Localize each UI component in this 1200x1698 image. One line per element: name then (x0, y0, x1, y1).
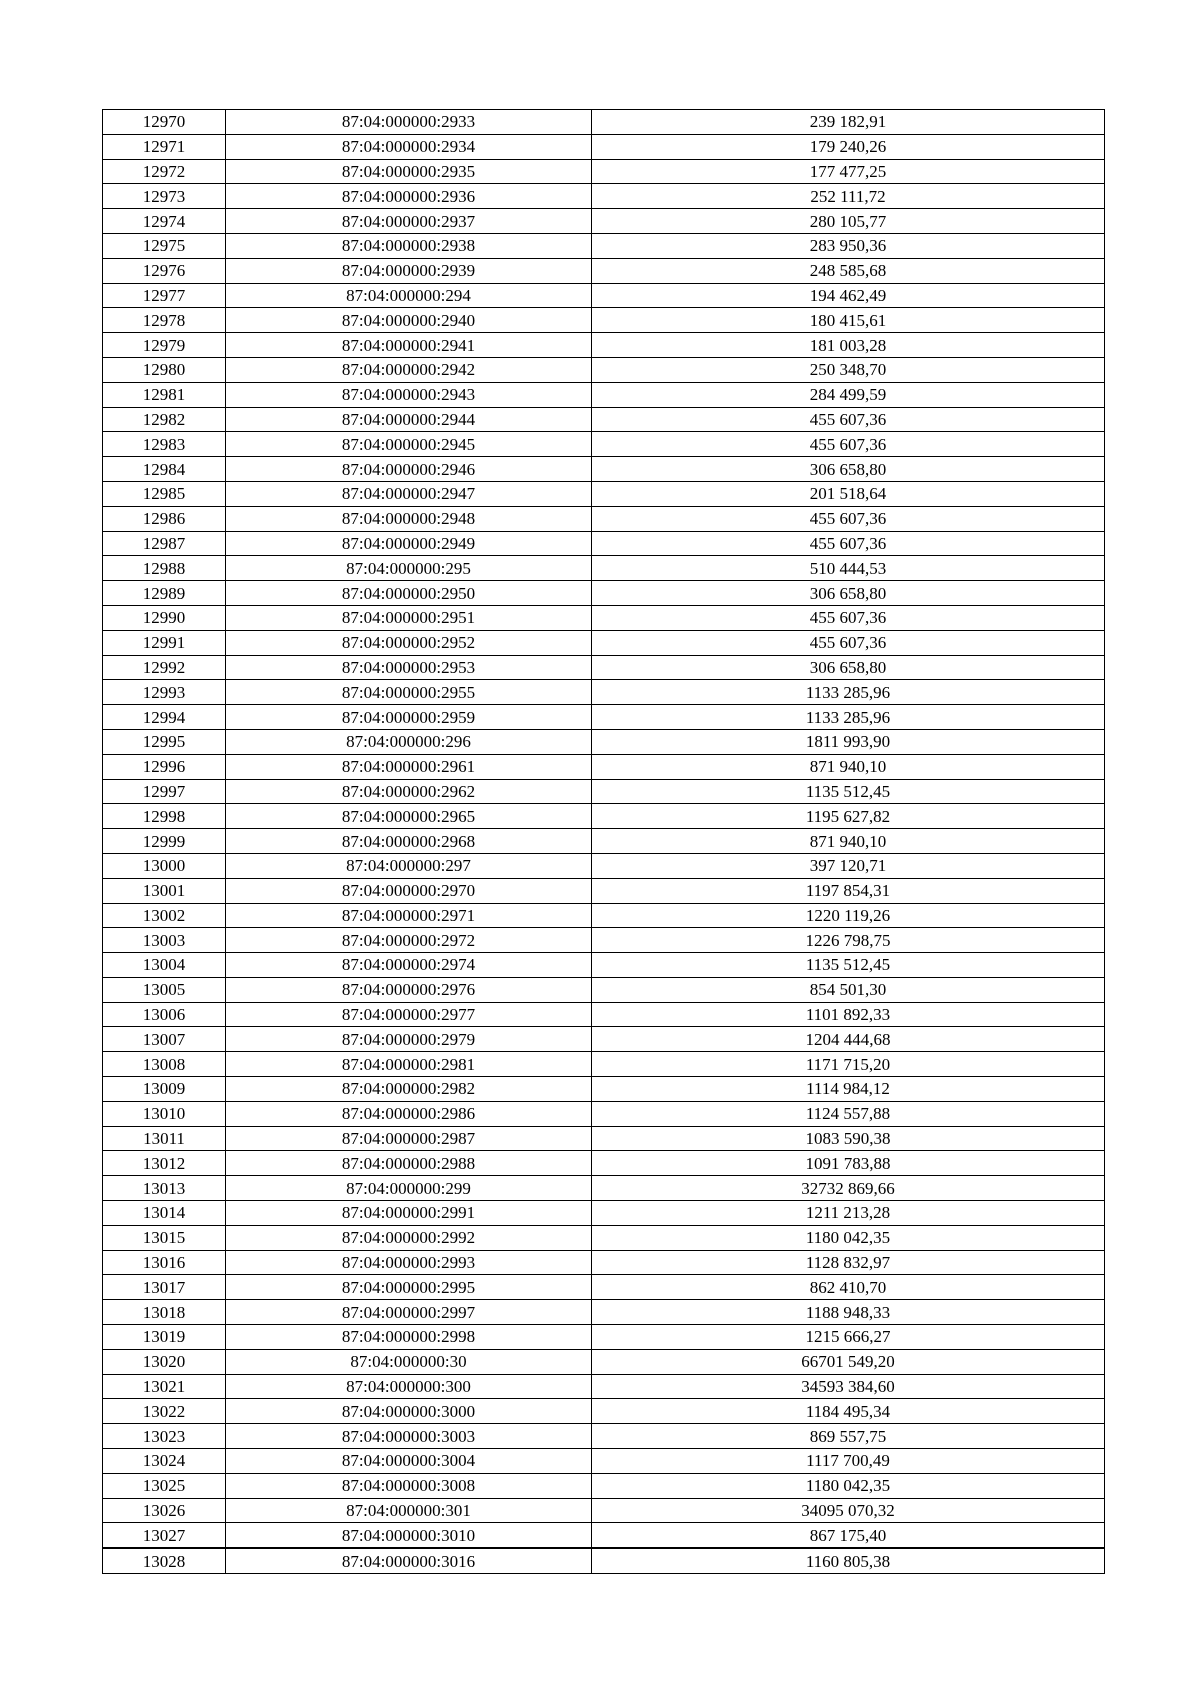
table-row (103, 878, 1105, 903)
cadastral-number-cell: 87:04:000000:2940 (226, 308, 592, 333)
cadastral-number-cell: 87:04:000000:2991 (226, 1201, 592, 1226)
row-number-cell: 12992 (103, 655, 226, 680)
cadastral-number-cell: 87:04:000000:2971 (226, 903, 592, 928)
row-number-cell: 13003 (103, 928, 226, 953)
row-number-cell: 12970 (103, 110, 226, 135)
cadastral-number-cell: 87:04:000000:2952 (226, 630, 592, 655)
row-number-cell: 13018 (103, 1300, 226, 1325)
row-number-cell: 12997 (103, 779, 226, 804)
row-number-cell: 12980 (103, 357, 226, 382)
table-row (103, 680, 1105, 705)
table-row (103, 1002, 1105, 1027)
row-number-cell: 13011 (103, 1126, 226, 1151)
row-number-cell: 12971 (103, 134, 226, 159)
table-row (103, 1449, 1105, 1474)
cadastral-number-cell: 87:04:000000:3010 (226, 1523, 592, 1548)
cadastral-value-cell: 869 557,75 (592, 1424, 1105, 1449)
table-row (103, 1151, 1105, 1176)
table-row (103, 1523, 1105, 1548)
cadastral-number-cell: 87:04:000000:2965 (226, 804, 592, 829)
cadastral-value-cell: 854 501,30 (592, 977, 1105, 1002)
cadastral-number-cell: 87:04:000000:2987 (226, 1126, 592, 1151)
table-row (103, 1201, 1105, 1226)
table-row (103, 531, 1105, 556)
table-row (103, 581, 1105, 606)
table-row (103, 779, 1105, 804)
table-row (103, 457, 1105, 482)
row-number-cell: 12989 (103, 581, 226, 606)
table-row (103, 1548, 1105, 1573)
cadastral-value-cell: 1091 783,88 (592, 1151, 1105, 1176)
cadastral-value-cell: 179 240,26 (592, 134, 1105, 159)
table-row (103, 1325, 1105, 1350)
cadastral-value-cell: 1117 700,49 (592, 1449, 1105, 1474)
cadastral-value-cell: 1811 993,90 (592, 729, 1105, 754)
row-number-cell: 13009 (103, 1077, 226, 1102)
cadastral-number-cell: 87:04:000000:2949 (226, 531, 592, 556)
cadastral-value-cell: 1128 832,97 (592, 1250, 1105, 1275)
cadastral-value-cell: 1220 119,26 (592, 903, 1105, 928)
row-number-cell: 12975 (103, 233, 226, 258)
cadastral-value-cell: 1184 495,34 (592, 1399, 1105, 1424)
row-number-cell: 13012 (103, 1151, 226, 1176)
cadastral-value-cell: 180 415,61 (592, 308, 1105, 333)
cadastral-value-cell: 455 607,36 (592, 605, 1105, 630)
table-row (103, 1027, 1105, 1052)
row-number-cell: 12995 (103, 729, 226, 754)
cadastral-number-cell: 87:04:000000:2988 (226, 1151, 592, 1176)
row-number-cell: 13001 (103, 878, 226, 903)
cadastral-number-cell: 87:04:000000:3004 (226, 1449, 592, 1474)
cadastral-number-cell: 87:04:000000:2977 (226, 1002, 592, 1027)
row-number-cell: 13000 (103, 853, 226, 878)
table-row (103, 1275, 1105, 1300)
cadastral-number-cell: 87:04:000000:3000 (226, 1399, 592, 1424)
table-row (103, 705, 1105, 730)
row-number-cell: 12986 (103, 506, 226, 531)
cadastral-number-cell: 87:04:000000:2976 (226, 977, 592, 1002)
table-row (103, 804, 1105, 829)
cadastral-number-cell: 87:04:000000:2951 (226, 605, 592, 630)
cadastral-value-cell: 1135 512,45 (592, 953, 1105, 978)
row-number-cell: 12972 (103, 159, 226, 184)
row-number-cell: 12978 (103, 308, 226, 333)
table-row (103, 308, 1105, 333)
cadastral-number-cell: 87:04:000000:297 (226, 853, 592, 878)
cadastral-number-cell: 87:04:000000:2993 (226, 1250, 592, 1275)
table-row (103, 333, 1105, 358)
cadastral-number-cell: 87:04:000000:2992 (226, 1225, 592, 1250)
cadastral-value-cell: 455 607,36 (592, 407, 1105, 432)
table-row (103, 258, 1105, 283)
cadastral-number-cell: 87:04:000000:2974 (226, 953, 592, 978)
row-number-cell: 13014 (103, 1201, 226, 1226)
table-row (103, 928, 1105, 953)
cadastral-number-cell: 87:04:000000:2959 (226, 705, 592, 730)
cadastral-number-cell: 87:04:000000:2941 (226, 333, 592, 358)
cadastral-value-cell: 181 003,28 (592, 333, 1105, 358)
cadastral-value-cell: 1188 948,33 (592, 1300, 1105, 1325)
row-number-cell: 13019 (103, 1325, 226, 1350)
cadastral-number-cell: 87:04:000000:2986 (226, 1101, 592, 1126)
cadastral-value-cell: 1197 854,31 (592, 878, 1105, 903)
row-number-cell: 12993 (103, 680, 226, 705)
cadastral-value-cell: 455 607,36 (592, 506, 1105, 531)
table-row (103, 1424, 1105, 1449)
table-row (103, 357, 1105, 382)
row-number-cell: 13020 (103, 1349, 226, 1374)
table-row (103, 556, 1105, 581)
cadastral-number-cell: 87:04:000000:2970 (226, 878, 592, 903)
cadastral-value-cell: 201 518,64 (592, 481, 1105, 506)
row-number-cell: 12998 (103, 804, 226, 829)
row-number-cell: 12977 (103, 283, 226, 308)
cadastral-value-cell: 1204 444,68 (592, 1027, 1105, 1052)
row-number-cell: 12979 (103, 333, 226, 358)
table-row (103, 853, 1105, 878)
cadastral-value-cell: 397 120,71 (592, 853, 1105, 878)
row-number-cell: 12974 (103, 209, 226, 234)
row-number-cell: 13024 (103, 1449, 226, 1474)
row-number-cell: 13008 (103, 1052, 226, 1077)
cadastral-value-cell: 1195 627,82 (592, 804, 1105, 829)
cadastral-value-cell: 194 462,49 (592, 283, 1105, 308)
cadastral-number-cell: 87:04:000000:2944 (226, 407, 592, 432)
cadastral-value-cell: 1171 715,20 (592, 1052, 1105, 1077)
table-row (103, 1473, 1105, 1498)
cadastral-number-cell: 87:04:000000:2972 (226, 928, 592, 953)
row-number-cell: 13027 (103, 1523, 226, 1548)
cadastral-value-cell: 1083 590,38 (592, 1126, 1105, 1151)
row-number-cell: 13026 (103, 1498, 226, 1523)
cadastral-value-cell: 1133 285,96 (592, 705, 1105, 730)
cadastral-value-cell: 455 607,36 (592, 630, 1105, 655)
cadastral-value-cell: 1133 285,96 (592, 680, 1105, 705)
table-row (103, 506, 1105, 531)
table-row (103, 1225, 1105, 1250)
table-row (103, 432, 1105, 457)
table-row (103, 1077, 1105, 1102)
row-number-cell: 13006 (103, 1002, 226, 1027)
table-row (103, 233, 1105, 258)
cadastral-value-cell: 1215 666,27 (592, 1325, 1105, 1350)
cadastral-number-cell: 87:04:000000:2968 (226, 829, 592, 854)
table-row (103, 159, 1105, 184)
table-row (103, 605, 1105, 630)
table-row (103, 1250, 1105, 1275)
table-row (103, 1052, 1105, 1077)
row-number-cell: 12996 (103, 754, 226, 779)
cadastral-value-cell: 1180 042,35 (592, 1473, 1105, 1498)
cadastral-value-cell: 1124 557,88 (592, 1101, 1105, 1126)
cadastral-value-cell: 34593 384,60 (592, 1374, 1105, 1399)
cadastral-value-cell: 252 111,72 (592, 184, 1105, 209)
table-row (103, 1399, 1105, 1424)
row-number-cell: 13016 (103, 1250, 226, 1275)
table-row (103, 655, 1105, 680)
cadastral-number-cell: 87:04:000000:2933 (226, 110, 592, 135)
cadastral-value-cell: 306 658,80 (592, 655, 1105, 680)
cadastral-value-cell: 1114 984,12 (592, 1077, 1105, 1102)
cadastral-value-cell: 455 607,36 (592, 531, 1105, 556)
cadastral-number-cell: 87:04:000000:301 (226, 1498, 592, 1523)
cadastral-value-cell: 239 182,91 (592, 110, 1105, 135)
cadastral-number-cell: 87:04:000000:3008 (226, 1473, 592, 1498)
table-row (103, 1300, 1105, 1325)
table-row (103, 630, 1105, 655)
cadastral-number-cell: 87:04:000000:296 (226, 729, 592, 754)
row-number-cell: 12987 (103, 531, 226, 556)
cadastral-value-cell: 66701 549,20 (592, 1349, 1105, 1374)
row-number-cell: 13017 (103, 1275, 226, 1300)
cadastral-value-cell: 32732 869,66 (592, 1176, 1105, 1201)
table-row (103, 481, 1105, 506)
cadastral-value-cell: 1180 042,35 (592, 1225, 1105, 1250)
table-row (103, 1349, 1105, 1374)
cadastral-number-cell: 87:04:000000:2995 (226, 1275, 592, 1300)
table-row (103, 1498, 1105, 1523)
cadastral-value-cell: 1135 512,45 (592, 779, 1105, 804)
table-row (103, 382, 1105, 407)
row-number-cell: 12973 (103, 184, 226, 209)
cadastral-value-cell: 250 348,70 (592, 357, 1105, 382)
row-number-cell: 13023 (103, 1424, 226, 1449)
table-row (103, 829, 1105, 854)
cadastral-number-cell: 87:04:000000:2950 (226, 581, 592, 606)
cadastral-number-cell: 87:04:000000:2935 (226, 159, 592, 184)
row-number-cell: 13025 (103, 1473, 226, 1498)
row-number-cell: 13010 (103, 1101, 226, 1126)
cadastral-value-cell: 34095 070,32 (592, 1498, 1105, 1523)
cadastral-value-cell: 1160 805,38 (592, 1548, 1105, 1573)
cadastral-number-cell: 87:04:000000:2934 (226, 134, 592, 159)
row-number-cell: 13028 (103, 1548, 226, 1573)
cadastral-number-cell: 87:04:000000:2961 (226, 754, 592, 779)
cadastral-number-cell: 87:04:000000:2945 (226, 432, 592, 457)
row-number-cell: 12990 (103, 605, 226, 630)
cadastral-number-cell: 87:04:000000:2942 (226, 357, 592, 382)
cadastral-number-cell: 87:04:000000:299 (226, 1176, 592, 1201)
cadastral-value-cell: 248 585,68 (592, 258, 1105, 283)
table-row (103, 754, 1105, 779)
table-row (103, 184, 1105, 209)
cadastral-number-cell: 87:04:000000:2979 (226, 1027, 592, 1052)
cadastral-value-cell: 1211 213,28 (592, 1201, 1105, 1226)
row-number-cell: 12976 (103, 258, 226, 283)
cadastral-number-cell: 87:04:000000:300 (226, 1374, 592, 1399)
row-number-cell: 12991 (103, 630, 226, 655)
cadastral-value-table (102, 109, 1105, 1574)
cadastral-number-cell: 87:04:000000:3016 (226, 1548, 592, 1573)
cadastral-value-cell: 867 175,40 (592, 1523, 1105, 1548)
table-row (103, 1101, 1105, 1126)
row-number-cell: 13002 (103, 903, 226, 928)
cadastral-number-cell: 87:04:000000:2962 (226, 779, 592, 804)
cadastral-value-cell: 1226 798,75 (592, 928, 1105, 953)
cadastral-value-cell: 1101 892,33 (592, 1002, 1105, 1027)
table-row (103, 1374, 1105, 1399)
table-row (103, 903, 1105, 928)
cadastral-value-cell: 871 940,10 (592, 829, 1105, 854)
table-row (103, 1126, 1105, 1151)
row-number-cell: 13004 (103, 953, 226, 978)
cadastral-value-cell: 510 444,53 (592, 556, 1105, 581)
cadastral-number-cell: 87:04:000000:2955 (226, 680, 592, 705)
cadastral-value-cell: 306 658,80 (592, 581, 1105, 606)
cadastral-value-cell: 284 499,59 (592, 382, 1105, 407)
table-row (103, 977, 1105, 1002)
cadastral-number-cell: 87:04:000000:2946 (226, 457, 592, 482)
cadastral-number-cell: 87:04:000000:2943 (226, 382, 592, 407)
cadastral-number-cell: 87:04:000000:2997 (226, 1300, 592, 1325)
table-row (103, 1176, 1105, 1201)
cadastral-number-cell: 87:04:000000:2938 (226, 233, 592, 258)
cadastral-value-cell: 306 658,80 (592, 457, 1105, 482)
cadastral-value-cell: 862 410,70 (592, 1275, 1105, 1300)
row-number-cell: 12982 (103, 407, 226, 432)
cadastral-value-cell: 871 940,10 (592, 754, 1105, 779)
row-number-cell: 12981 (103, 382, 226, 407)
table-row (103, 729, 1105, 754)
cadastral-number-cell: 87:04:000000:30 (226, 1349, 592, 1374)
cadastral-number-cell: 87:04:000000:2937 (226, 209, 592, 234)
cadastral-number-cell: 87:04:000000:2936 (226, 184, 592, 209)
cadastral-value-cell: 283 950,36 (592, 233, 1105, 258)
cadastral-value-cell: 280 105,77 (592, 209, 1105, 234)
cadastral-number-cell: 87:04:000000:294 (226, 283, 592, 308)
table-row (103, 283, 1105, 308)
table-row (103, 134, 1105, 159)
cadastral-number-cell: 87:04:000000:295 (226, 556, 592, 581)
cadastral-number-cell: 87:04:000000:2939 (226, 258, 592, 283)
row-number-cell: 12988 (103, 556, 226, 581)
row-number-cell: 13022 (103, 1399, 226, 1424)
row-number-cell: 12994 (103, 705, 226, 730)
cadastral-number-cell: 87:04:000000:2947 (226, 481, 592, 506)
cadastral-number-cell: 87:04:000000:2998 (226, 1325, 592, 1350)
row-number-cell: 13015 (103, 1225, 226, 1250)
cadastral-value-cell: 177 477,25 (592, 159, 1105, 184)
row-number-cell: 12984 (103, 457, 226, 482)
row-number-cell: 12985 (103, 481, 226, 506)
cadastral-number-cell: 87:04:000000:2981 (226, 1052, 592, 1077)
row-number-cell: 12999 (103, 829, 226, 854)
cadastral-number-cell: 87:04:000000:3003 (226, 1424, 592, 1449)
row-number-cell: 12983 (103, 432, 226, 457)
cadastral-value-cell: 455 607,36 (592, 432, 1105, 457)
row-number-cell: 13005 (103, 977, 226, 1002)
cadastral-number-cell: 87:04:000000:2953 (226, 655, 592, 680)
table-row (103, 110, 1105, 135)
table-row (103, 953, 1105, 978)
table-row (103, 407, 1105, 432)
cadastral-number-cell: 87:04:000000:2982 (226, 1077, 592, 1102)
table-row (103, 209, 1105, 234)
cadastral-number-cell: 87:04:000000:2948 (226, 506, 592, 531)
row-number-cell: 13007 (103, 1027, 226, 1052)
row-number-cell: 13021 (103, 1374, 226, 1399)
table-body (103, 110, 1105, 1574)
row-number-cell: 13013 (103, 1176, 226, 1201)
